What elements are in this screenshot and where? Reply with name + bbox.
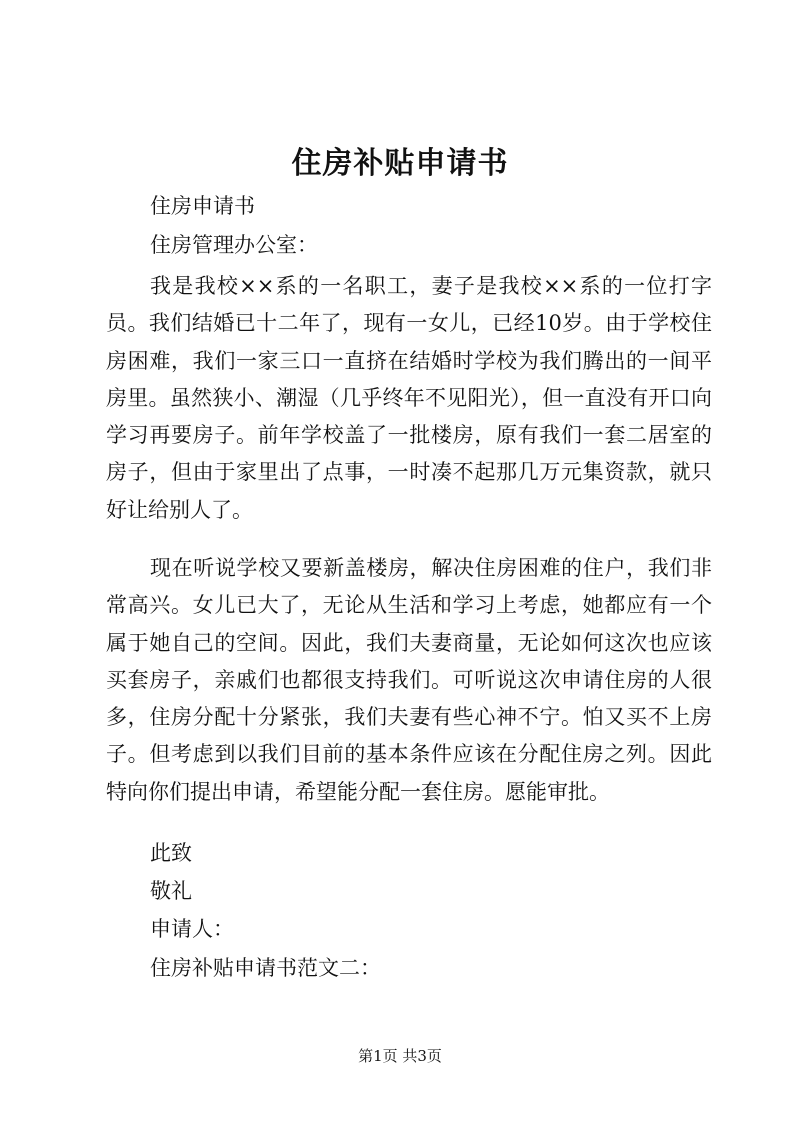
recipient-line: 住房管理办公室： [150, 233, 318, 257]
body-paragraph-2: 现在听说学校又要新盖楼房，解决住房困难的住户，我们非常高兴。女儿已大了，无论从生活和学习上考虑，她都应有一个属于她自己的空间。因此，我们夫妻商量，无论如何这次也应该买套房子，亲戚们也都很支持我们。可听说这次申请住房的人很多，住房分配十分紧张，我们夫妻有些心神不宁。怕又买不上房子。但考虑到以我们目前的基本条件应该在分配住房之列。因此特向你们提出申请，希望能分配一套住房。愿能审批。 [106, 556, 712, 804]
body-paragraph-1: 我是我校××系的一名职工，妻子是我校××系的一位打字员。我们结婚已十二年了，现有一女儿，已经10岁。由于学校住房困难，我们一家三口一直挤在结婚时学校为我们腾出的一间平房里。虽然狭小、潮湿（几乎终年不见阳光），但一直没有开口向学习再要房子。前年学校盖了一批楼房，原有我们一套二居室的房子，但由于家里出了点事，一时凑不起那几万元集资款，就只好让给别人了。 [106, 274, 712, 522]
page-title: 住房补贴申请书 [291, 146, 509, 181]
page-footer: 第1页 共3页 [358, 1047, 442, 1065]
closing-line-2: 敬礼 [150, 879, 192, 903]
heading-line: 住房申请书 [150, 194, 255, 218]
applicant-line: 申请人： [150, 917, 234, 941]
next-sample-heading: 住房补贴申请书范文二： [150, 956, 381, 980]
closing-line-1: 此致 [150, 841, 192, 865]
